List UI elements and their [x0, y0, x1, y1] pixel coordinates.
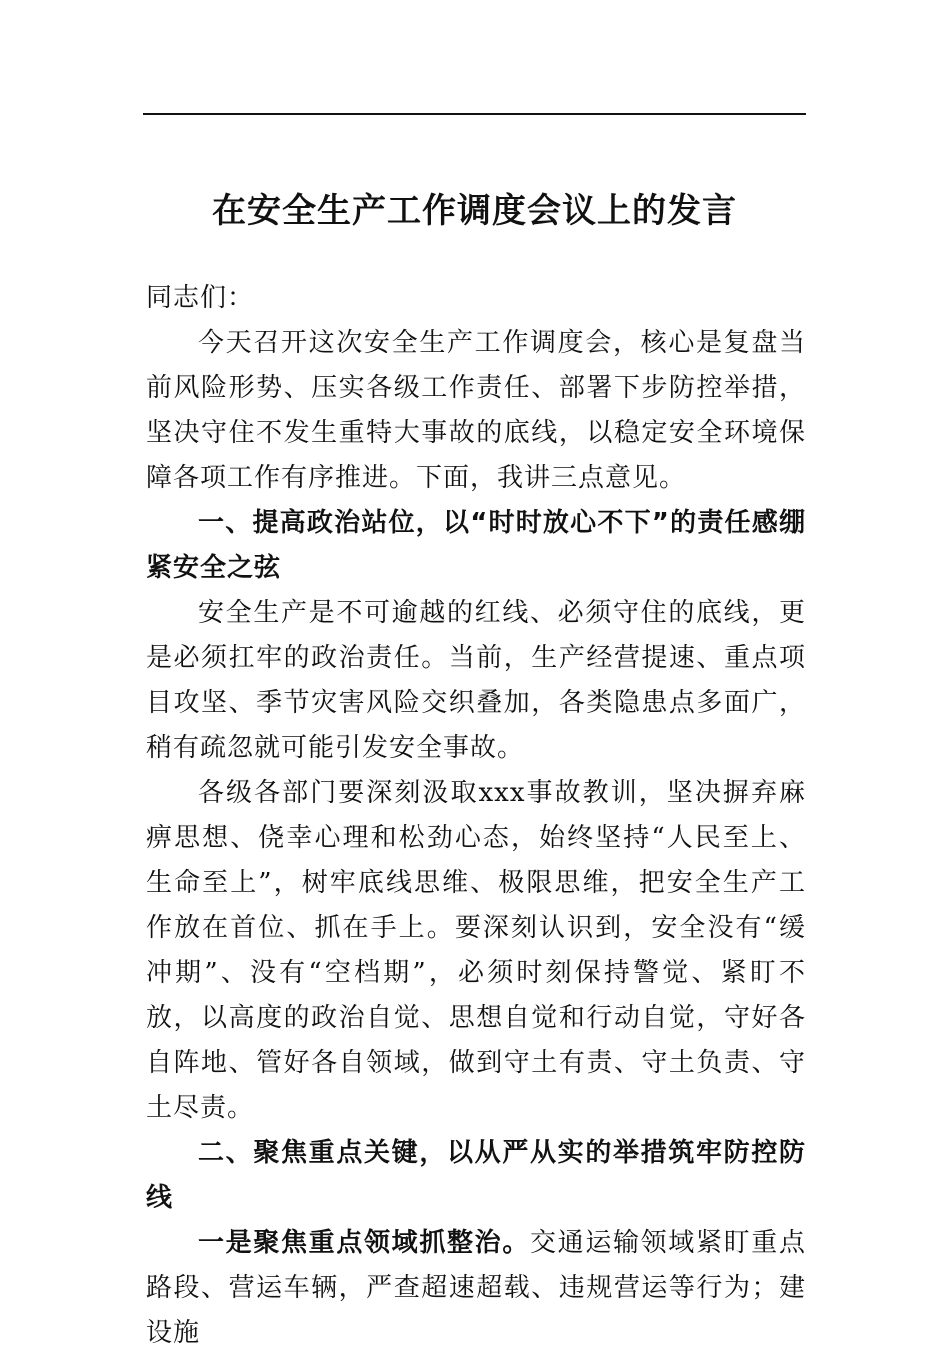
header-rule [143, 113, 806, 115]
salutation: 同志们： [146, 283, 255, 313]
section-1-paragraph-1: 安全生产是不可逾越的红线、必须守住的底线，更是必须扛牢的政治责任。当前，生产经营提速、重点项目攻坚、季节灾害风险交织叠加，各类隐患点多面广，稍有疏忽就可能引发安全事故。 [146, 598, 806, 763]
section-2-heading: 二、聚焦重点关键，以从严从实的举措筑牢防控防线 [146, 1138, 806, 1213]
section-1-paragraph-2: 各级各部门要深刻汲取xxx事故教训，坚决摒弃麻痹思想、侥幸心理和松劲心态，始终坚持“人民至上、生命至上”，树牢底线思维、极限思维，把安全生产工作放在首位、抓在手上。要深刻认识到，安全没有“缓冲期”、没有“空档期”，必须时刻保持警觉、紧盯不放，以高度的政治自觉、思想自觉和行动自觉，守好各自阵地、管好各自领域，做到守土有责、守土负责、守土尽责。 [146, 778, 806, 1123]
section-1-heading: 一、提高政治站位，以“时时放心不下”的责任感绷紧安全之弦 [146, 508, 806, 583]
point-1-lead: 一是聚焦重点领域抓整治。 [198, 1228, 530, 1258]
section-2-point-1 [146, 1221, 806, 1356]
document-title: 在安全生产工作调度会议上的发言 [212, 191, 737, 231]
point-1-text: 交通运输领域紧盯重点路段、营运车辆，严查超速超载、违规营运等行为；建设施 [146, 1228, 806, 1348]
document-body [146, 276, 806, 1356]
intro-paragraph: 今天召开这次安全生产工作调度会，核心是复盘当前风险形势、压实各级工作责任、部署下步防控举措，坚决守住不发生重特大事故的底线，以稳定安全环境保障各项工作有序推进。下面，我讲三点意见。 [146, 328, 806, 493]
